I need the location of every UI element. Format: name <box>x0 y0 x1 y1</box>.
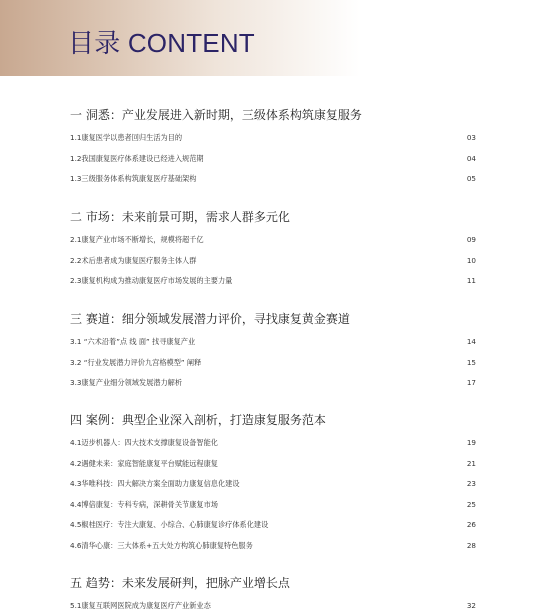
toc-entry[interactable] <box>70 255 476 267</box>
toc-entry[interactable] <box>70 173 476 185</box>
toc-entry[interactable] <box>70 499 476 511</box>
toc-entry-page-number: 03 <box>466 133 476 142</box>
toc-entry-label: 1.1康复医学以患者回归生活为目的 <box>70 133 183 142</box>
chapter-heading-1: 一 洞悉：产业发展进入新时期，三级体系构筑康复服务 <box>70 108 362 122</box>
toc-entry-label: 4.2遇健未来：家庭智能康复平台赋能远程康复 <box>70 458 218 468</box>
toc-entry[interactable] <box>70 153 476 165</box>
toc-entry-page-number: 04 <box>466 153 476 163</box>
toc-entry[interactable] <box>70 600 476 612</box>
toc-entry-label: 2.2术后患者成为康复医疗服务主体人群 <box>70 255 197 265</box>
toc-entry-page-number: 28 <box>466 540 476 550</box>
toc-entry[interactable] <box>70 336 476 348</box>
toc-entry[interactable] <box>70 234 476 246</box>
toc-entry-page-number: 32 <box>466 601 476 610</box>
toc-entry-page-number: 14 <box>466 337 476 346</box>
toc-entry-page-number: 19 <box>466 438 476 447</box>
chapter-heading-3: 三 赛道：细分领域发展潜力评价，寻找康复黄金赛道 <box>70 312 350 326</box>
chapter-heading-2: 二 市场：未来前景可期，需求人群多元化 <box>70 210 290 224</box>
toc-entry-label: 4.1迈步机器人：四大技术支撑康复设备智能化 <box>70 438 218 447</box>
toc-entry[interactable] <box>70 458 476 470</box>
toc-entry-page-number: 23 <box>466 479 476 488</box>
toc-entry[interactable] <box>70 437 476 449</box>
chapter-heading-4: 四 案例：典型企业深入剖析，打造康复服务范本 <box>70 413 326 427</box>
toc-entry-page-number: 09 <box>466 235 476 244</box>
toc-entry[interactable] <box>70 377 476 389</box>
toc-entry-label: 2.3康复机构成为推动康复医疗市场发展的主要力量 <box>70 276 233 285</box>
toc-entry-page-number: 11 <box>466 276 476 285</box>
toc-entry-label: 4.6清华心康：三大体系+五大处方构筑心肺康复特色服务 <box>70 540 253 550</box>
toc-entry[interactable] <box>70 519 476 531</box>
toc-entry-label: 1.2我国康复医疗体系建设已经进入规范期 <box>70 153 204 163</box>
toc-entry-page-number: 17 <box>466 378 476 387</box>
toc-entry-page-number: 15 <box>466 357 476 367</box>
toc-entry-label: 4.3华唯科技：四大解决方案全面助力康复信息化建设 <box>70 479 240 488</box>
toc-entry[interactable] <box>70 275 476 287</box>
toc-entry-label: 3.3康复产业细分领域发展潜力解析 <box>70 378 183 387</box>
toc-entry-label: 4.4博倍康复：专科专病，深耕骨关节康复市场 <box>70 499 218 509</box>
toc-entry-page-number: 21 <box>466 458 476 468</box>
toc-entry-label: 3.2 “行业发展潜力评价九宫格模型” 阐释 <box>70 357 202 367</box>
toc-entry[interactable] <box>70 540 476 552</box>
toc-entry-label: 2.1康复产业市场不断增长，规模将超千亿 <box>70 235 204 244</box>
toc-entry-page-number: 10 <box>466 255 476 265</box>
toc-entry-label: 5.1康复互联网医院成为康复医疗产业新业态 <box>70 601 211 610</box>
toc-entry[interactable] <box>70 132 476 144</box>
chapter-heading-5: 五 趋势：未来发展研判，把脉产业增长点 <box>70 576 290 590</box>
page-title: 目录 CONTENT <box>68 28 255 58</box>
toc-entry-page-number: 05 <box>466 174 476 183</box>
toc-entry[interactable] <box>70 478 476 490</box>
toc-entry[interactable] <box>70 357 476 369</box>
toc-entry-page-number: 26 <box>466 520 476 529</box>
toc-entry-label: 3.1 “六术沿着”点 线 面” 找寻康复产业 <box>70 337 196 346</box>
toc-entry-page-number: 25 <box>466 499 476 509</box>
toc-entry-label: 1.3三级服务体系构筑康复医疗基础架构 <box>70 174 197 183</box>
toc-entry-label: 4.5椒桂医疗：专注大康复、小综合、心肺康复诊疗体系化建设 <box>70 520 269 529</box>
